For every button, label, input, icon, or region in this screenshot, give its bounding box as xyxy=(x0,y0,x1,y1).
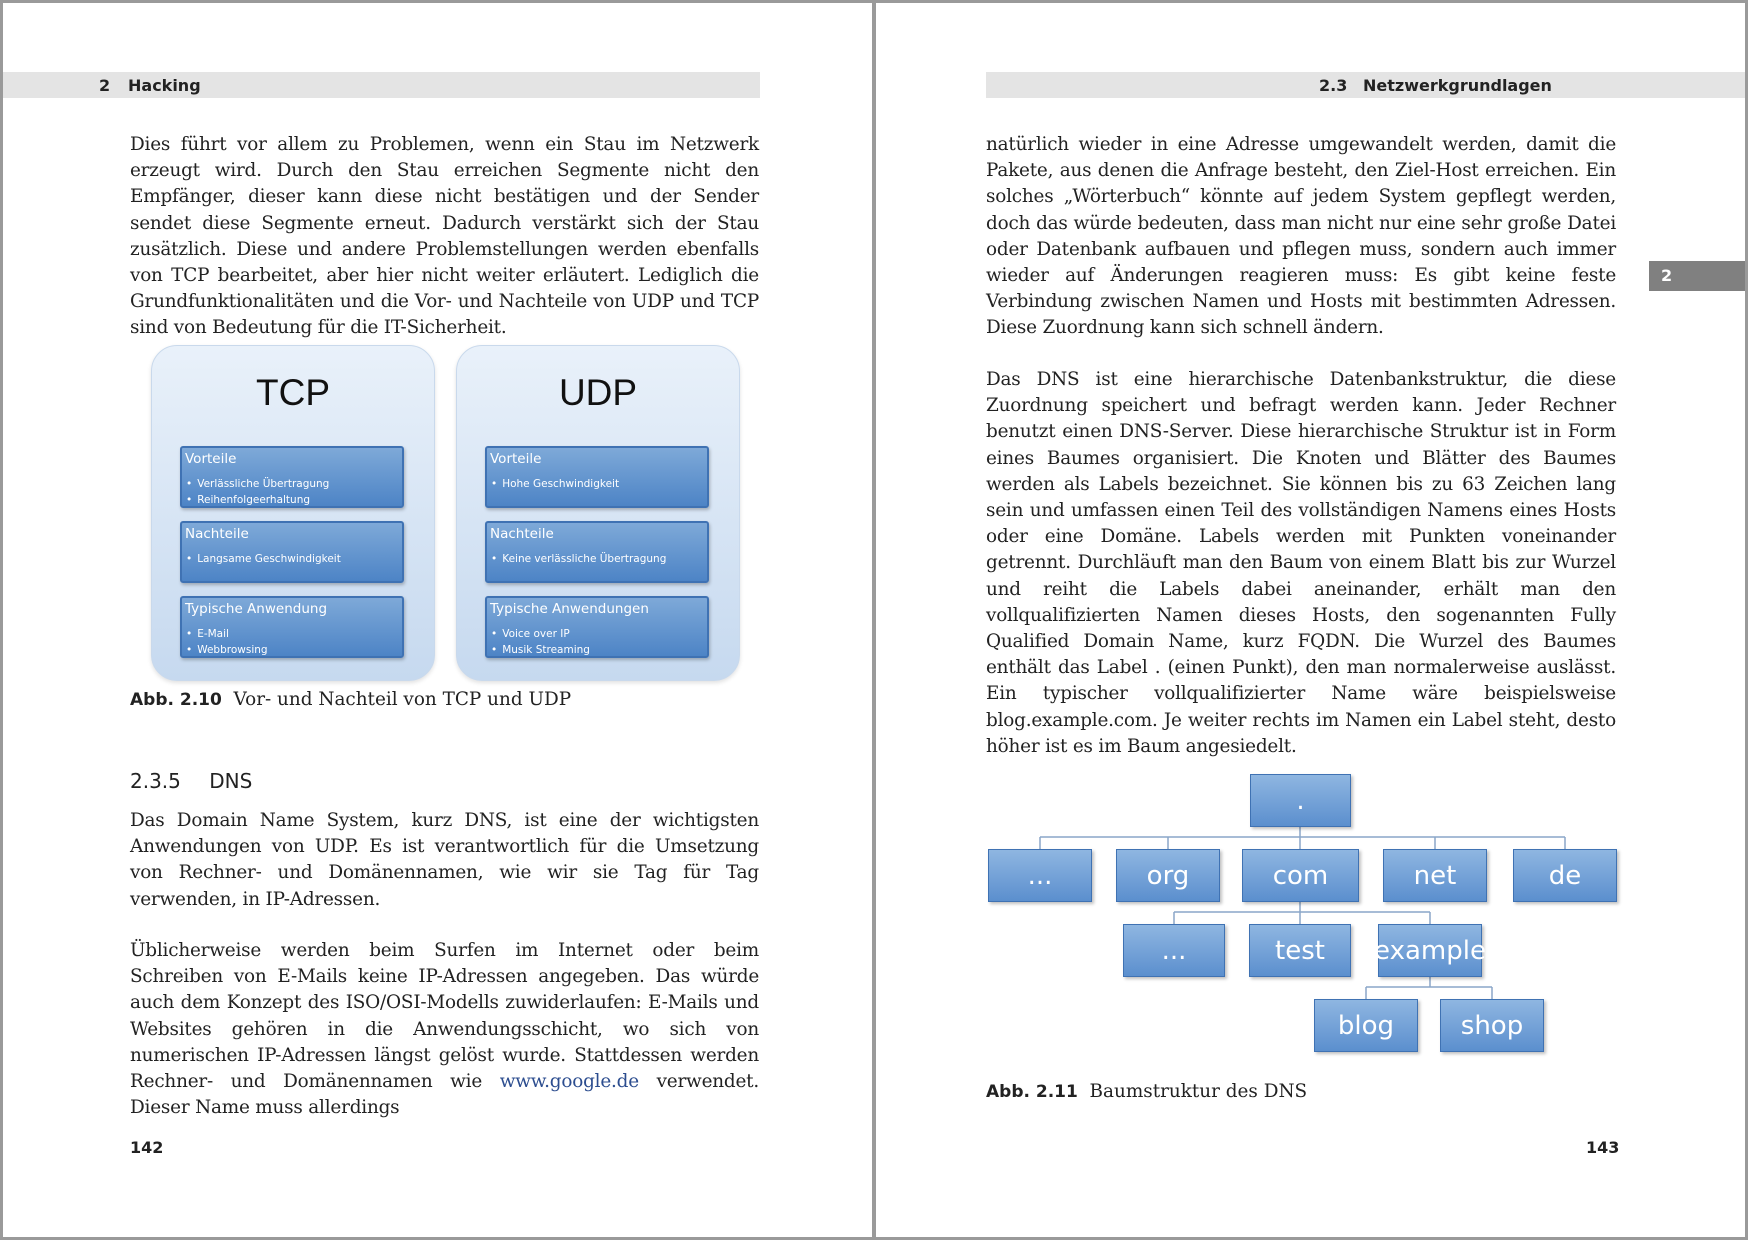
dns-node-sld-ellipsis: ... xyxy=(1123,924,1225,977)
caption-label: Abb. 2.10 xyxy=(130,690,222,710)
udp-title: UDP xyxy=(558,372,638,413)
tcp-advantage-item: • Verlässliche Übertragung xyxy=(186,476,329,492)
tcp-advantage-item: • Reihenfolgeerhaltung xyxy=(186,492,329,508)
running-header-left xyxy=(3,72,760,98)
udp-usage-title: Typische Anwendungen xyxy=(490,601,649,617)
google-link[interactable]: www.google.de xyxy=(499,1071,639,1093)
figure-caption-2-10 xyxy=(130,689,571,710)
udp-disadvantages-box xyxy=(485,521,709,583)
chapter-tab xyxy=(1649,261,1745,291)
page-number-right: 143 xyxy=(1586,1138,1620,1157)
tcp-usage-item: • Webbrowsing xyxy=(186,642,268,658)
udp-advantages-title: Vorteile xyxy=(490,451,542,467)
udp-usage-box xyxy=(485,596,709,658)
tcp-disadvantages-title: Nachteile xyxy=(185,526,249,542)
figure-caption-2-11 xyxy=(986,1081,1307,1102)
udp-advantage-item: • Hohe Geschwindigkeit xyxy=(491,476,619,492)
paragraph-3-text-a: Üblicherweise werden beim Surfen im Internet oder beim Schreiben von E-Mails keine IP-Adressen angegeben. Das würde auch dem Konzept des ISO/OSI-Modells zuwiderlaufen: E-Mails und Websites gehören in die Anwendungsschicht, wo sich von numerischen IP-Adressen längst gelöst wurde. Stattdessen werden Rechner- und Domänennamen wie xyxy=(130,940,759,1093)
left-page xyxy=(3,3,872,1237)
dns-node-com: com xyxy=(1242,849,1359,902)
body-paragraph-2: Das Domain Name System, kurz DNS, ist eine der wichtigsten Anwendungen von UDP. Es ist verantwortlich für die Umsetzung von Rechner- und Domänennamen, wie wir sie Tag für Tag verwenden, in IP-Adressen. xyxy=(130,810,759,910)
dns-node-blog: blog xyxy=(1314,999,1418,1052)
body-paragraph-1: Dies führt vor allem zu Problemen, wenn ein Stau im Netzwerk erzeugt wird. Durch den Stau erreichen Segmente nicht den Empfänger, dieser kann diese nicht bestätigen und der Sender sendet diese Segmente erneut. Dadurch verstärkt sich der Stau zusätzlich. Diese und andere Problemstellungen werden ebenfalls von TCP bearbeitet, aber hier nicht weiter erläutert. Lediglich die Grundfunktionalitäten und die Vor- und Nachteile von UDP und TCP sind von Bedeutung für die IT-Sicherheit. xyxy=(130,134,759,339)
chapter-tab-number: 2 xyxy=(1661,266,1673,285)
dns-node-net: net xyxy=(1383,849,1487,902)
tcp-panel xyxy=(151,345,435,681)
dns-node-shop: shop xyxy=(1440,999,1544,1052)
caption-text: Baumstruktur des DNS xyxy=(1089,1081,1308,1102)
tcp-usage-item: • E-Mail xyxy=(186,626,268,642)
dns-node-test: test xyxy=(1249,924,1351,977)
caption-label: Abb. 2.11 xyxy=(986,1082,1078,1102)
body-paragraph-1-right: natürlich wieder in eine Adresse umgewandelt werden, damit die Pakete, aus denen die Anfrage besteht, den Ziel-Host erreichen. Ein solches „Wörterbuch“ könnte auf jedem System gepflegt werden, doch das würde bedeuten, dass man nicht nur eine sehr große Datei oder Datenbank aufbauen und pflegen muss, sondern auch immer wieder auf Änderungen reagieren muss: Es gibt keine feste Verbindung zwischen Namen und Hosts mit bestimmten Adressen. Diese Zuordnung kann sich schnell ändern. xyxy=(986,134,1616,339)
dns-node-root: . xyxy=(1250,774,1351,827)
udp-disadvantages-title: Nachteile xyxy=(490,526,554,542)
tcp-advantages-title: Vorteile xyxy=(185,451,237,467)
udp-usage-item: • Voice over IP xyxy=(491,626,590,642)
dns-node-example: example xyxy=(1378,924,1482,977)
right-page xyxy=(876,3,1745,1237)
udp-advantages-box xyxy=(485,446,709,508)
caption-text: Vor- und Nachteil von TCP und UDP xyxy=(233,689,572,710)
header-section-title: Netzwerkgrundlagen xyxy=(1363,76,1552,95)
tcp-advantages-box xyxy=(180,446,404,508)
dns-node-de: de xyxy=(1513,849,1617,902)
page-number-left: 142 xyxy=(130,1138,164,1157)
section-title: DNS xyxy=(209,769,253,793)
tcp-title: TCP xyxy=(256,372,330,413)
dns-node-org: org xyxy=(1116,849,1220,902)
body-paragraph-2-right: Das DNS ist eine hierarchische Datenbankstruktur, die diese Zuordnung speichert und befragt werden kann. Jeder Rechner benutzt einen DNS-Server. Diese hierarchische Struktur ist in Form eines Baumes organisiert. Die Knoten und Blätter des Baumes werden als Labels bezeichnet. Sie können bis zu 63 Zeichen lang sein und umfassen einen Teil des vollständigen Namens eines Hosts oder eine Domäne. Labels werden mit Punkten voneinander getrennt. Durchläuft man den Baum von einem Blatt bis zur Wurzel und reiht die Labels dabei aneinander, erhält man den vollqualifizierten Namen dieses Hosts, den sogenannten Fully Qualified Domain Name, kurz FQDN. Die Wurzel des Baumes enthält das Label . (einen Punkt), den man normalerweise auslässt. Ein typischer vollqualifizierter Name wäre beispielsweise blog.example.com. Je weiter rechts im Namen ein Label steht, desto höher ist es im Baum angesiedelt. xyxy=(986,369,1616,757)
running-header-right xyxy=(986,72,1745,98)
tcp-usage-title: Typische Anwendung xyxy=(185,601,328,617)
section-number: 2.3.5 xyxy=(130,769,181,793)
section-heading-dns xyxy=(130,769,252,793)
paragraph-3-text-b: verwendet. Dieser Name muss allerdings xyxy=(130,1071,759,1119)
tcp-disadvantages-box xyxy=(180,521,404,583)
udp-panel xyxy=(456,345,740,681)
header-chapter-number: 2 xyxy=(99,76,111,95)
header-section-number: 2.3 xyxy=(1319,76,1348,95)
udp-usage-item: • Musik Streaming xyxy=(491,642,590,658)
tcp-usage-box xyxy=(180,596,404,658)
header-chapter-title: Hacking xyxy=(128,76,201,95)
dns-node-tld-ellipsis: ... xyxy=(988,849,1092,902)
tcp-disadvantage-item: • Langsame Geschwindigkeit xyxy=(186,551,341,567)
udp-disadvantage-item: • Keine verlässliche Übertragung xyxy=(491,551,666,567)
body-paragraph-3 xyxy=(130,938,759,1121)
